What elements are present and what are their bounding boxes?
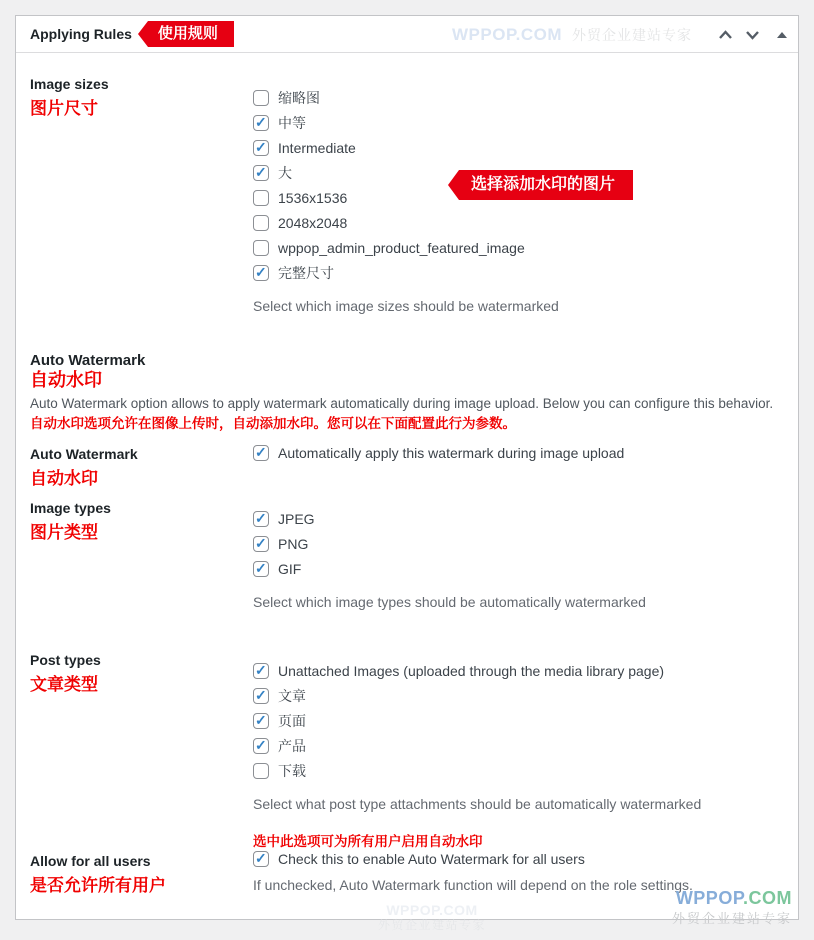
field-label-annotation-zh: 图片尺寸 [30,99,98,118]
checkbox[interactable] [253,165,269,181]
checkbox-label[interactable]: Automatically apply this watermark during image upload [278,445,625,461]
checkbox-option-row [253,763,784,779]
checkbox-option-row [253,140,784,156]
checkbox-label[interactable]: Unattached Images (uploaded through the media library page) [278,663,665,679]
move-up-button[interactable] [716,26,734,44]
checkbox-option-row [253,240,784,256]
checkbox-option-row [253,265,784,281]
field-label-annotation-zh: 自动水印 [30,469,98,488]
header-watermark-tagline: 外贸企业建站专家 [572,26,692,43]
checkbox-label[interactable]: 产品 [278,738,306,754]
checkbox-option-row [253,663,784,679]
checkbox-option-row [253,115,784,131]
section-title-annotation-zh: 自动水印 [30,370,102,390]
checkbox[interactable] [253,851,269,867]
checkbox-label[interactable]: JPEG [278,511,315,527]
field-label-text: Image sizes [30,76,109,92]
checkbox[interactable] [253,445,269,461]
field-control-post-types [253,651,784,813]
field-control-allow-all-users [253,834,784,898]
checkbox-label[interactable]: 缩略图 [278,90,320,106]
checkbox[interactable] [253,190,269,206]
field-help-text: Select which image types should be automatically watermarked [253,594,646,610]
field-label-text: Allow for all users [30,853,151,869]
field-label-text: Image types [30,500,111,516]
chevron-up-icon [717,28,734,42]
checkbox[interactable] [253,265,269,281]
header-controls [716,16,788,53]
checkbox-label[interactable]: Check this to enable Auto Watermark for all users [278,851,585,867]
field-label-post-types [30,651,253,813]
triangle-up-icon [777,32,787,38]
footer-watermark-tagline: 外贸企业建站专家 [671,911,792,926]
checkbox-option-row [253,90,784,106]
field-auto-watermark [30,445,784,491]
checkbox-option-row [253,561,784,577]
field-post-types [30,651,784,813]
checkbox[interactable] [253,511,269,527]
checkbox[interactable] [253,90,269,106]
checkbox-label[interactable]: Intermediate [278,140,356,156]
checkbox-label[interactable]: 下载 [278,763,306,779]
header-watermark-brand: WPPOP.COM [452,24,562,44]
checkbox-option-row [253,688,784,704]
field-help-text: If unchecked, Auto Watermark function will depend on the role settings. [253,877,693,893]
checkbox-label[interactable]: 中等 [278,115,306,131]
checkbox-option-row [253,445,784,461]
section-description: Auto Watermark option allows to apply watermark automatically during image upload. Below you can configure this behavior. [30,396,774,411]
checkbox-label[interactable]: GIF [278,561,302,577]
chevron-down-icon [744,28,761,42]
checkbox[interactable] [253,738,269,754]
checkbox[interactable] [253,561,269,577]
checkbox[interactable] [253,140,269,156]
checkbox-label[interactable]: 页面 [278,713,306,729]
checkbox[interactable] [253,763,269,779]
checkbox-label[interactable]: 2048x2048 [278,215,348,231]
field-allow-all-users [30,834,784,898]
field-label-allow-all-users [30,834,253,898]
collapse-toggle-button[interactable] [770,26,788,44]
field-control-auto-watermark [253,445,784,491]
panel-title: Applying Rules [30,26,132,42]
checkbox-option-row [253,536,784,552]
checkbox-label[interactable]: 1536x1536 [278,190,348,206]
field-label-annotation-zh: 文章类型 [30,675,98,694]
center-watermark-tagline: 外贸企业建站专家 [378,918,487,932]
checkbox[interactable] [253,536,269,552]
field-label-text: Auto Watermark [30,446,138,462]
title-annotation-ribbon: 使用规则 [148,21,234,47]
field-label-image-sizes [30,75,253,315]
checkbox-label[interactable]: PNG [278,536,309,552]
checkbox[interactable] [253,215,269,231]
section-title: Auto Watermark [30,352,146,369]
field-image-sizes [30,75,784,315]
move-down-button[interactable] [743,26,761,44]
checkbox[interactable] [253,663,269,679]
center-watermark-brand: WPPOP.COM [386,902,478,918]
checkbox-label[interactable]: 大 [278,165,292,181]
footer-brand-part1: WPPOP [675,888,743,908]
field-help-text: Select which image sizes should be watermarked [253,298,559,314]
field-help-text: Select what post type attachments should be automatically watermarked [253,796,702,812]
field-label-auto-watermark [30,445,253,491]
footer-brand-part2: .COM [743,888,792,908]
field-control-image-types [253,499,784,611]
checkbox[interactable] [253,240,269,256]
checkbox-label[interactable]: 完整尺寸 [278,265,334,281]
field-label-annotation-zh: 图片类型 [30,523,98,542]
field-label-annotation-zh: 是否允许所有用户 [30,876,166,895]
applying-rules-panel [15,15,799,920]
checkbox[interactable] [253,713,269,729]
checkbox-option-row [253,215,784,231]
checkbox-option-row [253,713,784,729]
checkbox[interactable] [253,115,269,131]
allow-users-note-zh: 选中此选项可为所有用户启用自动水印 [253,834,483,849]
checkbox-label[interactable]: wppop_admin_product_featured_image [278,240,525,256]
panel-body [16,53,798,898]
section-auto-watermark-heading [30,351,784,433]
checkbox-option-row [253,851,784,867]
checkbox-option-row [253,511,784,527]
field-label-image-types [30,499,253,611]
field-label-text: Post types [30,652,101,668]
checkbox-option-row [253,738,784,754]
checkbox-label[interactable]: 文章 [278,688,306,704]
callout-ribbon-image-sizes: 选择添加水印的图片 [459,170,633,200]
checkbox[interactable] [253,688,269,704]
section-description-annotation-zh: 自动水印选项允许在图像上传时，自动添加水印。您可以在下面配置此行为参数。 [30,416,516,431]
header-watermark [452,16,692,53]
postbox-header [16,16,798,53]
field-image-types [30,499,784,611]
